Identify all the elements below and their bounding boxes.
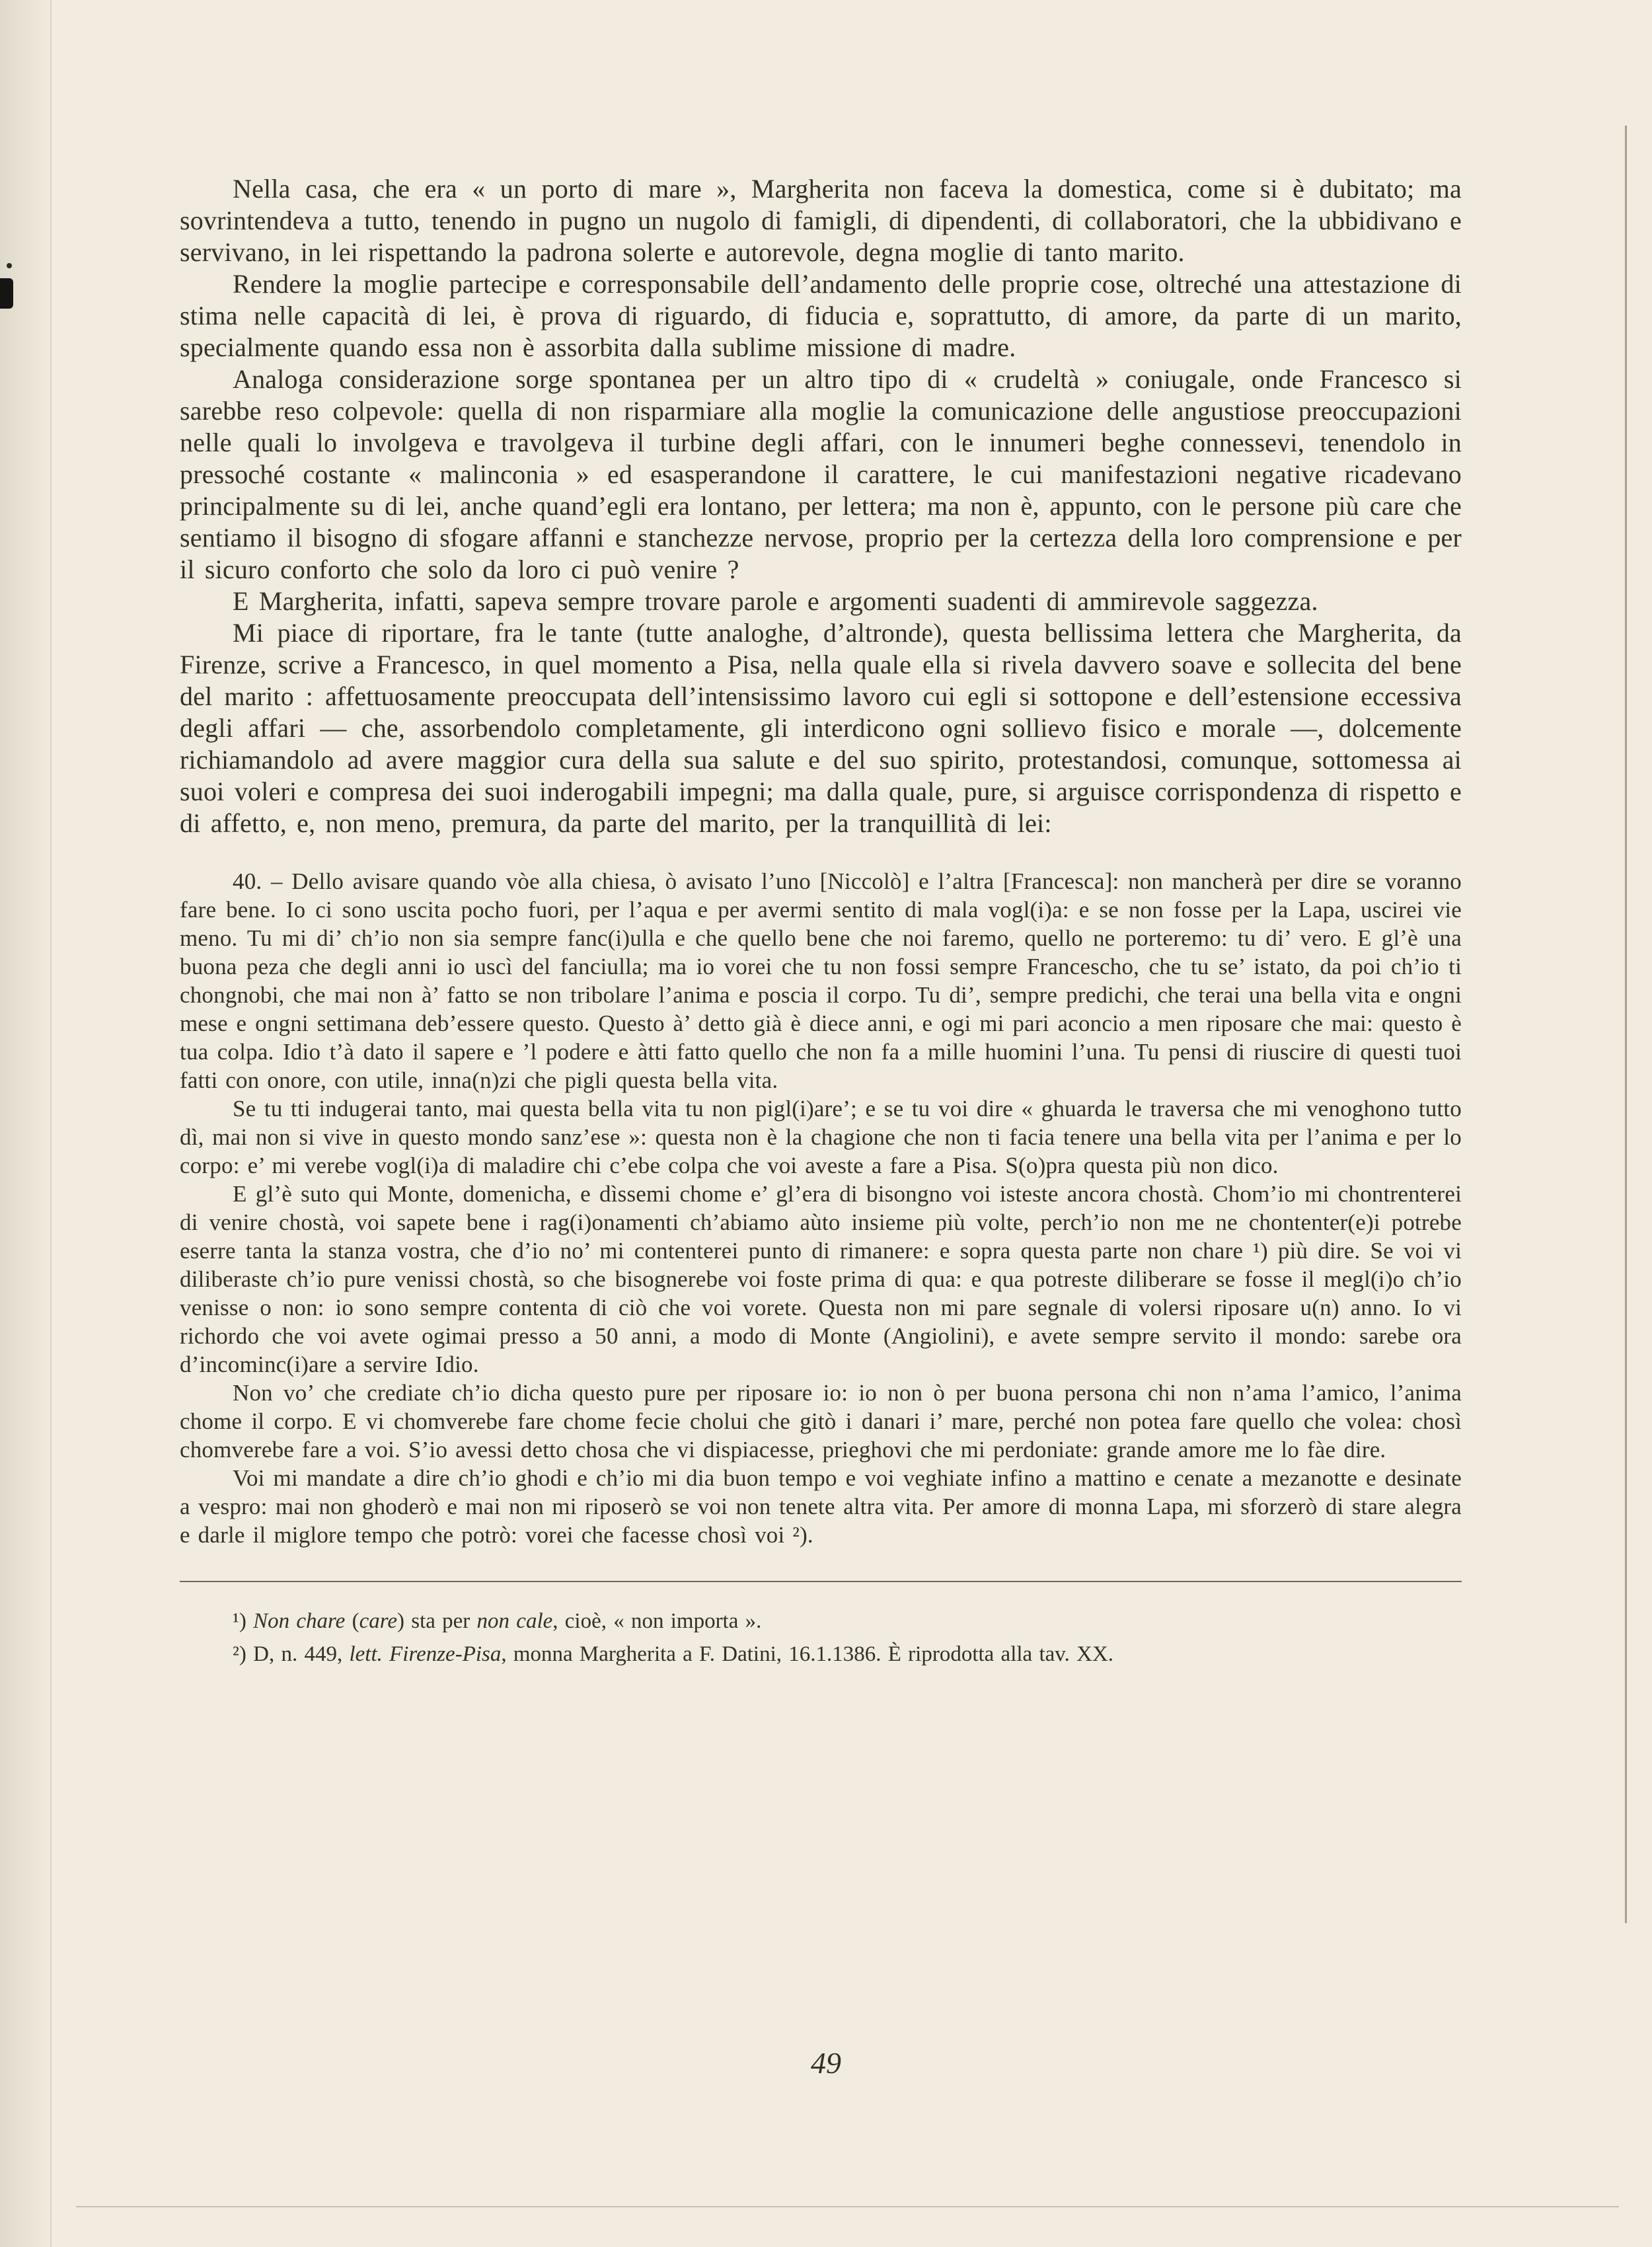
footnotes	[180, 1605, 1462, 1671]
page-number: 49	[811, 2046, 841, 2080]
body-paragraph: Mi piace di riportare, fra le tante (tutte analoghe, d’altronde), questa bellissima lettera che Margherita, da Firenze, scrive a Francesco, in quel momento a Pisa, nella quale ella si rivela davvero soave e sollecita del bene del marito : affettuosamente preoccupata dell’intensissimo lavoro cui egli si sottopone e dell’estensione eccessiva degli affari — che, assorbendolo completamente, gli interdicono ogni sollievo fisico e morale —, dolcemente richiamandolo ad avere maggior cura della sua salute e del suo spirito, protestandosi, comunque, sottomessa ai suoi voleri e compresa dei suoi inderogabili impegni; ma dalla quale, pure, si arguisce corrispondenza di rispetto e di affetto, e, non meno, premura, da parte del marito, per la tranquillità di lei:	[180, 618, 1462, 838]
plain-text: , cioè, « non importa ».	[552, 1609, 762, 1633]
binding-crease	[50, 0, 52, 2247]
text-block	[180, 173, 1462, 1671]
italic-text: non cale	[476, 1609, 553, 1633]
plain-text: (	[345, 1609, 359, 1633]
ink-smudge-artifact	[0, 278, 13, 309]
letter-paragraph: Non vo’ che crediate ch’io dicha questo pure per riposare io: io non ò per buona persona chi non n’ama l’amico, l’anima chome il corpo. E vi chomverebe fare chome fecie cholui che gitò i danari i’ mare, perché non potea fare quello che volea: chosì chomverebe fare a voi. S’io avessi detto chosa che vi dispiacesse, prieghovi che mi perdoniate: grande amore me lo fàe dire.	[180, 1380, 1462, 1463]
letter-paragraph: Se tu tti indugerai tanto, mai questa bella vita tu non pigl(i)are’; e se tu voi dire « ghuarda le traversa che mi venoghono tutto dì, mai non si vive in questo mondo sanz’ese »: questa non è la chagione che non ti facia tenere una bella vita per l’anima e per lo corpo: e’ mi verebe vogl(i)a di maladire chi c’ebe colpa che voi aveste a fare a Pisa. S(o)pra questa più non dico.	[180, 1096, 1462, 1178]
page-edge-right	[1625, 126, 1627, 1923]
plain-text: ¹)	[233, 1609, 254, 1633]
plain-text: , monna Margherita a F. Datini, 16.1.1386. È riprodotta alla tav. XX.	[501, 1642, 1114, 1666]
main-text	[180, 173, 1462, 839]
letter-paragraph: Voi mi mandate a dire ch’io ghodi e ch’io mi dia buon tempo e voi veghiate infino a mattino e cenate a mezanotte e desinate a vespro: mai non ghoderò e mai non mi riposerò se voi non tenete altra vita. Per amore di monna Lapa, mi sforzerò di stare alegra e darle il miglore tempo che potrò: vorei che facesse chosì voi ²).	[180, 1465, 1462, 1548]
letter-quote	[180, 867, 1462, 1549]
footnote-separator	[180, 1581, 1462, 1582]
italic-text: lett. Firenze-Pisa	[349, 1642, 502, 1666]
body-paragraph: Rendere la moglie partecipe e corresponsabile dell’andamento delle proprie cose, oltreché una attestazione di stima nelle capacità di lei, è prova di riguardo, di fiducia e, soprattutto, di amore, da parte di un marito, specialmente quando essa non è assorbita dalla sublime missione di madre.	[180, 269, 1462, 362]
italic-text: Non chare	[253, 1609, 346, 1633]
body-paragraph: Analoga considerazione sorge spontanea per un altro tipo di « crudeltà » coniugale, onde Francesco si sarebbe reso colpevole: quella di non risparmiare alla moglie la comunicazione delle angustiose preoccupazioni nelle quali lo involgeva e travolgeva il turbine degli affari, con le innumeri beghe connessevi, tenendolo in pressoché costante « malinconia » ed esasperandone il carattere, le cui manifestazioni negative ricadevano principalmente su di lei, anche quand’egli era lontano, per lettera; ma non è, appunto, con le persone più care che sentiamo il bisogno di sfogare affanni e stanchezze nervose, proprio per la certezza della loro comprensione e per il sicuro conforto che solo da loro ci può venire ?	[180, 364, 1462, 584]
binding-shadow	[0, 0, 63, 2247]
letter-paragraph: E gl’è suto qui Monte, domenicha, e dìssemi chome e’ gl’era di bisongno voi isteste ancora chostà. Chom’io mi chontrenterei di venire chostà, voi sapete bene i rag(i)onamenti ch’abiamo aùto insieme più volte, perch’io non me ne chontenter(e)i potrebe eserre tanta la stanza vostra, che d’io no’ mi contenterei punto di rimanere: e sopra questa parte non chare ¹) più dire. Se voi vi diliberaste ch’io pure venissi chostà, so che bisognerebe voi foste prima di qua: e qua potreste diliberare se fosse il megl(i)o ch’io venisse o non: io sono sempre contenta di ciò che voi vorete. Questa non mi pare segnale di volersi riposare u(n) anno. Io vi richordo che voi avete ogimai presso a 50 anni, a modo di Monte (Angiolini), e avete sempre servito il mondo: sarebe ora d’incominc(i)are a servire Idio.	[180, 1181, 1462, 1377]
body-paragraph: Nella casa, che era « un porto di mare », Margherita non faceva la domestica, come si è dubitato; ma sovrintendeva a tutto, tenendo in pugno un nugolo di famigli, di dipendenti, di collaboratori, che la ubbidivano e servivano, in lei rispettando la padrona solerte e autorevole, degna moglie di tanto marito.	[180, 174, 1462, 267]
ink-speck-artifact	[7, 263, 12, 268]
body-paragraph: E Margherita, infatti, sapeva sempre trovare parole e argomenti suadenti di ammirevole saggezza.	[233, 586, 1318, 616]
plain-text: ²) D, n. 449,	[233, 1642, 350, 1666]
italic-text: care	[359, 1609, 397, 1633]
footnote	[180, 1605, 1462, 1638]
plain-text: ) sta per	[397, 1609, 477, 1633]
letter-paragraph: 40. – Dello avisare quando vòe alla chiesa, ò avisato l’uno [Niccolò] e l’altra [Francesca]: non mancherà per dire se voranno fare bene. Io ci sono uscita pocho fuori, per l’aqua e per avermi sentito di mala vogl(i)a: e se non fosse per la Lapa, uscirei vie meno. Tu mi di’ ch’io non sia sempre fanc(i)ulla e che quello bene che noi faremo, quello ne porteremo: tu di’ vero. E gl’è una buona peza che degli anni io uscì del fanciulla; ma io vorei che tu non fossi sempre Francescho, che tu se’ istato, da poi ch’io ti chongnobi, che mai non à’ fatto se non tribolare l’anima e poscia il corpo. Tu di’, sempre predichi, che terai una bella vita e ongni mese e ongni settimana deb’essere questo. Questo à’ detto già è diece anni, e ogi mi pari aconcio a men riposare che mai: questo è tua colpa. Idio t’à dato il sapere e ’l podere e àtti fatto quello che non fa a mille huomini l’una. Tu pensi di riuscire di questi tuoi fatti con onore, con utile, inna(n)zi che pigli questa bella vita.	[180, 868, 1462, 1093]
page-edge-bottom	[76, 2206, 1619, 2207]
footnote	[180, 1638, 1462, 1671]
